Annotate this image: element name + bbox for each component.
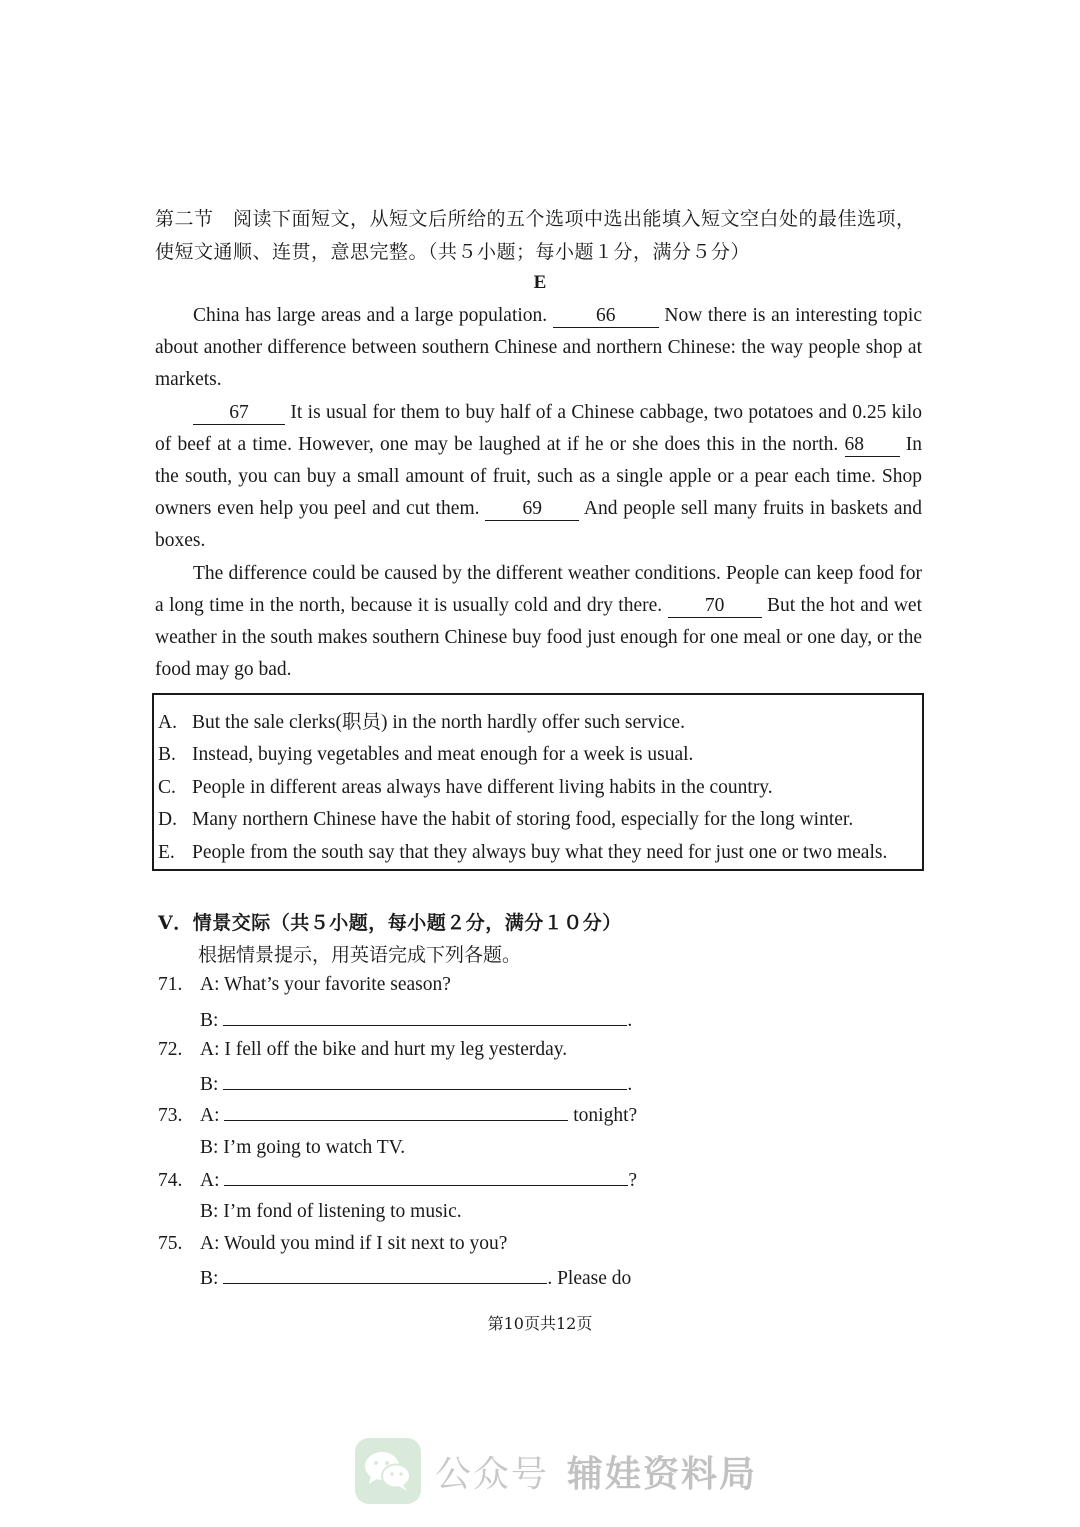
passage-text: It is usual for them to buy half of a Chinese cabbage, two potatoes and 0.25 kilo of beef at a time. However, one may be laughed at if he or she does this in the north. bbox=[155, 401, 923, 455]
watermark-text bbox=[435, 1446, 757, 1497]
paragraph-1 bbox=[155, 300, 922, 397]
option-text: Instead, buying vegetables and meat enough for a week is usual. bbox=[192, 744, 694, 766]
passage-text: And people sell many fruits in baskets and boxes. bbox=[155, 498, 922, 552]
answer-label: B: bbox=[200, 1074, 219, 1095]
question-text: B: I’m going to watch TV. bbox=[200, 1137, 406, 1158]
answer-end: ? bbox=[628, 1170, 638, 1191]
question-71-b bbox=[200, 1009, 632, 1032]
option-d bbox=[158, 804, 922, 836]
paragraph-2 bbox=[155, 397, 922, 558]
blank-68[interactable]: 68 bbox=[845, 434, 900, 457]
option-text: People in different areas always have different living habits in the country. bbox=[192, 776, 773, 798]
watermark bbox=[355, 1436, 757, 1506]
passage-text: Now there is an interesting topic about another difference between southern Chinese and northern Chinese: the way people shop at markets. bbox=[155, 305, 923, 391]
answer-line-74[interactable] bbox=[224, 1169, 628, 1186]
question-73-b bbox=[200, 1137, 405, 1159]
option-letter: E. bbox=[158, 841, 175, 863]
option-letter: C. bbox=[158, 776, 176, 798]
option-letter: D. bbox=[158, 809, 177, 831]
question-text: A: What’s your favorite season? bbox=[200, 974, 451, 995]
answer-label: B: bbox=[200, 1268, 219, 1289]
passage bbox=[155, 300, 922, 686]
question-number: 72. bbox=[158, 1039, 183, 1060]
answer-line-71[interactable] bbox=[223, 1009, 627, 1026]
answer-end: . Please do bbox=[547, 1268, 632, 1289]
question-74-b bbox=[200, 1201, 462, 1223]
paragraph-3 bbox=[155, 558, 922, 687]
question-72-a bbox=[158, 1039, 567, 1061]
section-instructions: 第二节 阅读下面短文，从短文后所给的五个选项中选出能填入短文空白处的最佳选项，使短文通顺、连贯，意思完整。（共５小题；每小题１分，满分５分） bbox=[155, 208, 916, 263]
answer-line-72[interactable] bbox=[223, 1073, 627, 1090]
passage-text: China has large areas and a large population. bbox=[193, 305, 548, 326]
question-75-b bbox=[200, 1267, 631, 1290]
option-text: People from the south say that they always buy what they need for just one or two meals. bbox=[192, 841, 888, 863]
answer-end: tonight? bbox=[573, 1105, 638, 1126]
option-e bbox=[158, 837, 922, 869]
watermark-prefix: 公众号 bbox=[435, 1453, 550, 1495]
question-74-a bbox=[158, 1169, 637, 1192]
question-text: B: I’m fond of listening to music. bbox=[200, 1201, 462, 1222]
answer-line-75[interactable] bbox=[223, 1267, 547, 1284]
passage-text: But the hot and wet weather in the south makes southern Chinese buy food just enough for one meal or one day, or the food may go bad. bbox=[155, 594, 922, 681]
option-letter: B. bbox=[158, 744, 176, 766]
question-text: A: I fell off the bike and hurt my leg yesterday. bbox=[200, 1039, 568, 1060]
passage-text: In the south, you can buy a small amount of fruit, such as a single apple or a pear each time. Shop owners even help you peel and cut them. bbox=[155, 433, 923, 520]
blank-67[interactable]: 67 bbox=[193, 402, 285, 425]
question-71-a bbox=[158, 974, 451, 996]
passage-title: E bbox=[533, 272, 547, 293]
page-number: 第10页共12页 bbox=[487, 1314, 593, 1333]
option-c bbox=[158, 772, 922, 804]
question-text: A: Would you mind if I sit next to you? bbox=[200, 1233, 508, 1254]
blank-66[interactable]: 66 bbox=[553, 305, 659, 328]
section-5-title: V．情景交际（共５小题，每小题２分，满分１０分） bbox=[158, 912, 622, 934]
answer-label: A: bbox=[200, 1105, 220, 1126]
answer-end: . bbox=[627, 1010, 633, 1031]
option-text: But the sale clerks(职员) in the north hardly offer such service. bbox=[192, 712, 685, 733]
question-73-a bbox=[158, 1104, 637, 1127]
wechat-icon bbox=[355, 1438, 421, 1504]
option-letter: A. bbox=[158, 712, 177, 733]
question-number: 74. bbox=[158, 1170, 183, 1191]
blank-70[interactable]: 70 bbox=[668, 595, 762, 618]
option-text: Many northern Chinese have the habit of storing food, especially for the long winter. bbox=[192, 809, 854, 831]
option-a bbox=[158, 707, 922, 739]
answer-line-73[interactable] bbox=[224, 1104, 568, 1121]
options-box bbox=[152, 693, 924, 871]
option-b bbox=[158, 739, 922, 771]
section-5-instruction: 根据情景提示，用英语完成下列各题。 bbox=[198, 944, 522, 966]
question-number: 75. bbox=[158, 1233, 183, 1254]
answer-label: A: bbox=[200, 1170, 220, 1191]
answer-end: . bbox=[627, 1074, 633, 1095]
question-75-a bbox=[158, 1233, 507, 1255]
question-number: 71. bbox=[158, 974, 183, 995]
blank-69[interactable]: 69 bbox=[485, 498, 579, 521]
question-72-b bbox=[200, 1073, 632, 1096]
answer-label: B: bbox=[200, 1010, 219, 1031]
passage-text: The difference could be caused by the different weather conditions. People can keep food for a long time in the north, because it is usually cold and dry there. bbox=[155, 562, 922, 616]
watermark-name: 辅娃资料局 bbox=[567, 1453, 758, 1495]
question-number: 73. bbox=[158, 1105, 183, 1126]
